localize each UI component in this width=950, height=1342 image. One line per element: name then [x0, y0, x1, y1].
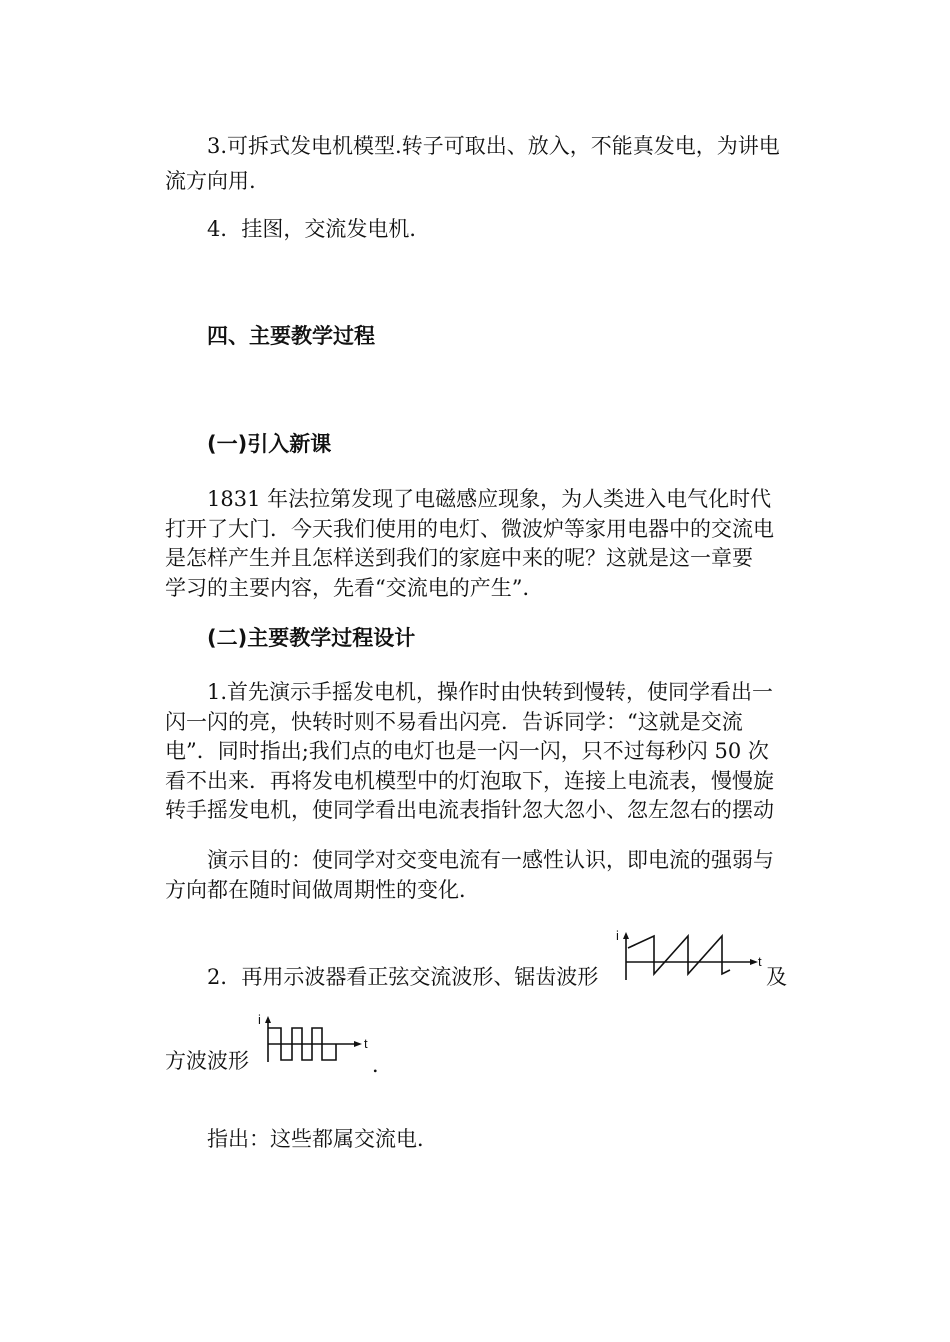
- sawtooth-y-label: i: [616, 928, 619, 943]
- intro-line2: 打开了大门．今天我们使用的电灯、微波炉等家用电器中的交流电: [165, 517, 774, 541]
- section4-title: 四、主要教学过程: [207, 324, 375, 348]
- sawtooth-waveform-figure: [612, 928, 768, 988]
- step2-line2: 方波波形: [165, 1049, 249, 1073]
- step2-text: 2．再用示波器看正弦交流波形、锯齿波形: [207, 965, 599, 989]
- step2-and: 及: [766, 965, 787, 989]
- subsection2-title: (二)主要教学过程设计: [207, 626, 416, 650]
- square-waveform-figure: [256, 1010, 378, 1066]
- intro-line3: 是怎样产生并且怎样送到我们的家庭中来的呢？这就是这一章要: [165, 546, 753, 570]
- step1-line1: 1.首先演示手摇发电机，操作时由快转到慢转，使同学看出一: [207, 680, 774, 704]
- intro-line4: 学习的主要内容，先看“交流电的产生”．: [165, 576, 544, 600]
- step1-line4: 看不出来．再将发电机模型中的灯泡取下，连接上电流表，慢慢旋: [165, 769, 774, 793]
- step1-line5: 转手摇发电机，使同学看出电流表指针忽大忽小、忽左忽右的摆动: [165, 798, 774, 822]
- intro-line1: 1831 年法拉第发现了电磁感应现象，为人类进入电气化时代: [207, 487, 772, 511]
- purpose-line2: 方向都在随时间做周期性的变化．: [165, 878, 480, 902]
- item3-line2: 流方向用.: [165, 169, 256, 193]
- subsection1-title: (一)引入新课: [207, 432, 332, 456]
- conclusion: 指出：这些都属交流电．: [207, 1127, 438, 1151]
- step1-line2: 闪一闪的亮，快转时则不易看出闪亮．告诉同学：“这就是交流: [165, 710, 743, 734]
- step2-period: ．: [372, 1053, 393, 1077]
- item3-line1: 3.可拆式发电机模型.转子可取出、放入，不能真发电，为讲电: [207, 134, 780, 158]
- square-y-label: i: [258, 1012, 261, 1027]
- sawtooth-x-label: t: [758, 954, 762, 969]
- step1-line3: 电”．同时指出;我们点的电灯也是一闪一闪，只不过每秒闪 50 次: [165, 739, 769, 763]
- purpose-line1: 演示目的：使同学对交变电流有一感性认识，即电流的强弱与: [207, 848, 774, 872]
- square-x-label: t: [364, 1036, 368, 1051]
- item4: 4．挂图，交流发电机．: [207, 217, 431, 241]
